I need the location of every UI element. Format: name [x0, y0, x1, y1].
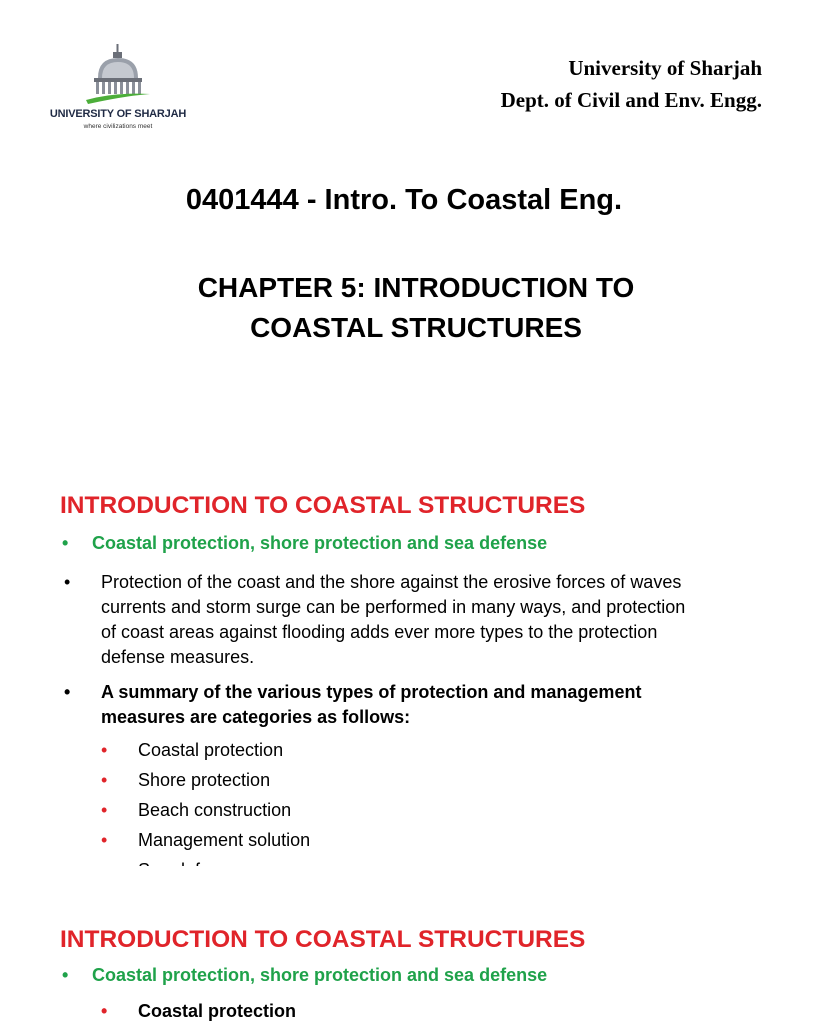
slide-title: INTRODUCTION TO COASTAL STRUCTURES [60, 926, 586, 953]
red-bullet-icon: • [101, 830, 108, 850]
subtitle-bullet-item [62, 533, 547, 554]
bullet-icon: • [62, 533, 69, 553]
dome-logo-icon [84, 44, 152, 108]
department-name: Dept. of Civil and Env. Engg. [500, 88, 762, 112]
red-bullet-icon: • [101, 770, 108, 790]
red-bullet-icon: • [101, 740, 108, 760]
bullet-icon: • [62, 965, 69, 985]
subtitle-bullet-item [62, 965, 547, 986]
chapter-title-line-1: CHAPTER 5: INTRODUCTION TO [197, 272, 635, 303]
paragraph-line: of coast areas against flooding adds ever more types to the protection [101, 622, 658, 642]
paragraph-line: Protection of the coast and the shore against the erosive forces of waves [101, 572, 682, 592]
paragraph-text [101, 570, 685, 670]
content-slide [0, 462, 768, 866]
sub-item-text: Coastal protection [138, 740, 284, 760]
university-logo [48, 44, 188, 144]
sub-item-text: Coastal protection [138, 1001, 297, 1021]
sub-item-text: Shore protection [138, 770, 271, 790]
institution-name: University of Sharjah [568, 56, 762, 80]
slide-gap [0, 440, 768, 462]
sub-item-text: Management solution [138, 830, 311, 850]
summary-line: A summary of the various types of protection and management [101, 682, 642, 702]
content-slide [0, 900, 768, 1024]
course-title: 0401444 - Intro. To Coastal Eng. [185, 184, 623, 216]
chapter-title [0, 268, 832, 348]
chapter-title-line-2: COASTAL STRUCTURES [250, 312, 582, 343]
summary-line: measures are categories as follows: [101, 707, 411, 727]
slide-gap [0, 866, 768, 900]
logo-tagline: where civilizations meet [83, 123, 153, 130]
slide-title: INTRODUCTION TO COASTAL STRUCTURES [60, 492, 586, 519]
red-bullet-icon: • [101, 800, 108, 820]
sub-item-text: Beach construction [138, 800, 292, 820]
bullet-icon: • [64, 682, 71, 702]
subtitle-text: Coastal protection, shore protection and sea defense [92, 965, 548, 985]
red-bullet-icon: • [101, 1001, 108, 1021]
institution-block [501, 52, 762, 116]
subtitle-text: Coastal protection, shore protection and sea defense [92, 533, 548, 553]
title-slide [0, 0, 768, 440]
paragraph-line: defense measures. [101, 647, 255, 667]
summary-text [101, 680, 641, 730]
bullet-icon: • [64, 572, 71, 592]
logo-name: UNIVERSITY OF SHARJAH [49, 108, 187, 120]
paragraph-line: currents and storm surge can be performed in many ways, and protection [101, 597, 686, 617]
